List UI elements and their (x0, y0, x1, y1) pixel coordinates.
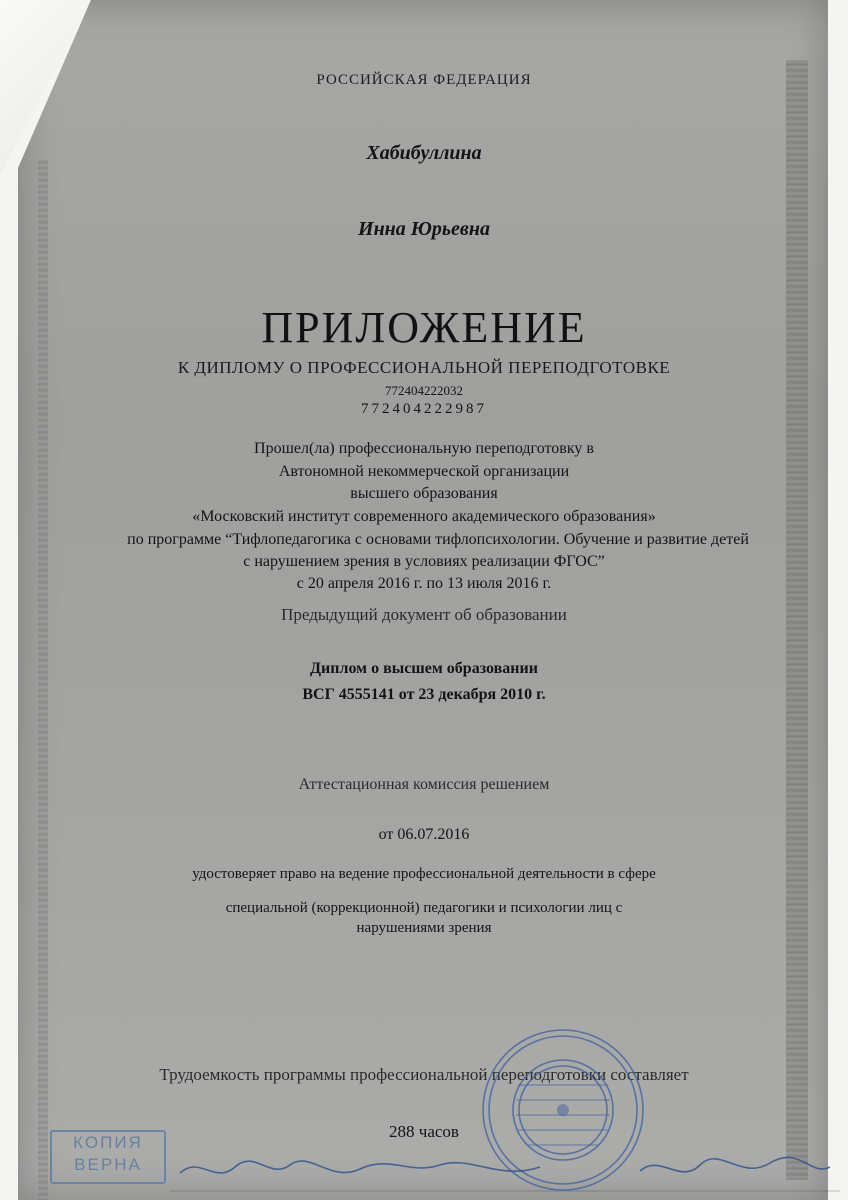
previous-document-type: Диплом о высшем образовании (310, 660, 538, 677)
certifies-line: удостоверяет право на ведение профессиональной деятельности в сфере (192, 866, 656, 882)
paragraph-line: Автономной некоммерческой организации (278, 463, 570, 480)
program-hours: 288 часов (389, 1122, 459, 1141)
document-sheet (18, 0, 828, 1200)
registration-number: 772404222032 (385, 383, 463, 398)
decision-date: от 06.07.2016 (378, 826, 470, 843)
previous-document-label: Предыдущий документ об образовании (281, 605, 567, 624)
labor-intensity-label: Трудоемкость программы профессиональной переподготовки составляет (159, 1065, 689, 1084)
copy-stamp-line: ВЕРНА (74, 1155, 142, 1174)
form-number: 772404222987 (361, 401, 487, 417)
holder-first-names: Инна Юрьевна (358, 218, 490, 240)
previous-document-number: ВСГ 4555141 от 23 декабря 2010 г. (302, 686, 546, 703)
paragraph-line: «Московский институт современного академического образования» (192, 508, 656, 525)
document-title: ПРИЛОЖЕНИЕ (261, 303, 587, 352)
handwritten-signature (0, 1145, 848, 1200)
paragraph-line: с нарушением зрения в условиях реализации ФГОС” (243, 553, 605, 570)
paragraph-line: высшего образования (350, 485, 498, 502)
copy-stamp-line: КОПИЯ (73, 1133, 143, 1152)
holder-last-name: Хабибуллина (366, 142, 482, 164)
document-subtitle: К ДИПЛОМУ О ПРОФЕССИОНАЛЬНОЙ ПЕРЕПОДГОТОВКЕ (177, 358, 671, 377)
certifies-line: специальной (коррекционной) педагогики и психологии лиц с (225, 900, 623, 916)
country-header: РОССИЙСКАЯ ФЕДЕРАЦИЯ (316, 72, 532, 88)
paragraph-line: Прошел(ла) профессиональную переподготовку в (254, 440, 594, 457)
paragraph-line: по программе “Тифлопедагогика с основами тифлопсихологии. Обучение и развитие детей (127, 531, 749, 548)
paragraph-line: с 20 апреля 2016 г. по 13 июля 2016 г. (296, 575, 552, 592)
commission-label: Аттестационная комиссия решением (298, 776, 550, 793)
certifies-line: нарушениями зрения (356, 920, 492, 936)
